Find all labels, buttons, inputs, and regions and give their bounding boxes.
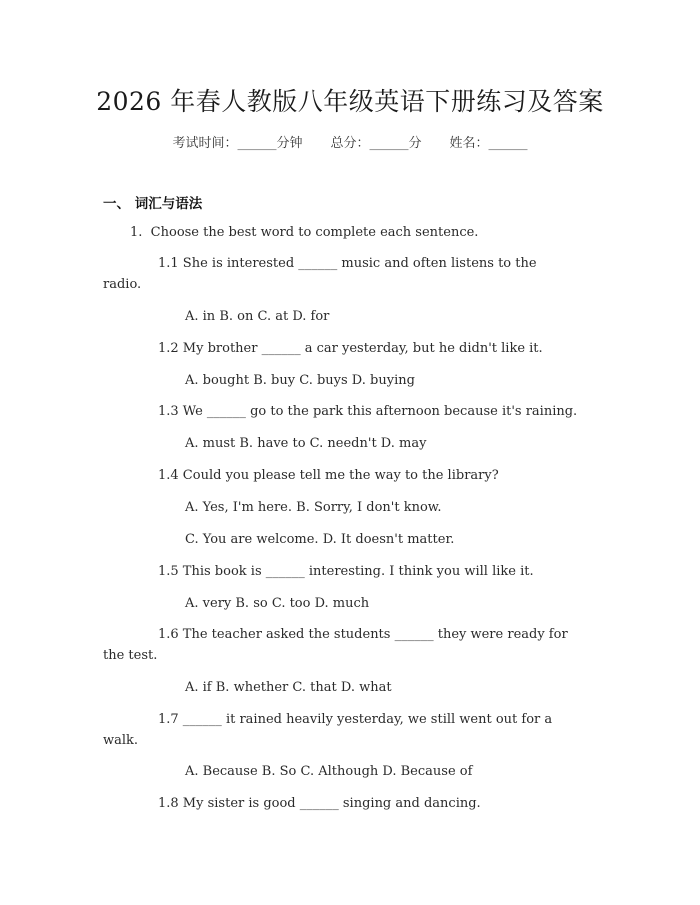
- question-stem: 1.3 We ______ go to the park this afternoon because it's raining.: [158, 404, 578, 419]
- question-stem: 1.4 Could you please tell me the way to the library?: [158, 468, 499, 483]
- page-title: 2026 年春人教版八年级英语下册练习及答案: [96, 87, 604, 116]
- question-stem: 1.7 ______ it rained heavily yesterday, we still went out for a: [158, 712, 553, 727]
- exam-info: [0, 132, 700, 151]
- question-options: A. in B. on C. at D. for: [185, 309, 330, 324]
- question-options: A. must B. have to C. needn't D. may: [185, 436, 427, 451]
- question-options: A. if B. whether C. that D. what: [185, 680, 392, 695]
- question-stem: 1.1 She is interested ______ music and often listens to the: [158, 256, 537, 271]
- question-options: A. bought B. buy C. buys D. buying: [185, 373, 415, 388]
- question-stem: 1.5 This book is ______ interesting. I think you will like it.: [158, 564, 534, 579]
- total-score: 总分：______分: [330, 136, 422, 151]
- question-stem: 1.2 My brother ______ a car yesterday, but he didn't like it.: [158, 341, 543, 356]
- question-stem-continued: walk.: [103, 733, 139, 748]
- question-options: C. You are welcome. D. It doesn't matter.: [185, 532, 455, 547]
- question-stem: 1.8 My sister is good ______ singing and dancing.: [158, 796, 481, 811]
- question-options: A. Yes, I'm here. B. Sorry, I don't know.: [185, 500, 442, 515]
- section-heading: 一、 词汇与语法: [103, 196, 203, 212]
- question-stem: 1.6 The teacher asked the students ______ they were ready for: [158, 627, 568, 642]
- question-stem-continued: the test.: [103, 648, 158, 663]
- question-options: A. very B. so C. too D. much: [185, 596, 370, 611]
- question-stem-continued: radio.: [103, 277, 142, 292]
- question-instruction: 1. Choose the best word to complete each sentence.: [130, 225, 479, 240]
- question-options: A. Because B. So C. Although D. Because of: [185, 764, 473, 779]
- exam-time: 考试时间：______分钟: [172, 136, 303, 151]
- student-name: 姓名：______: [449, 136, 528, 151]
